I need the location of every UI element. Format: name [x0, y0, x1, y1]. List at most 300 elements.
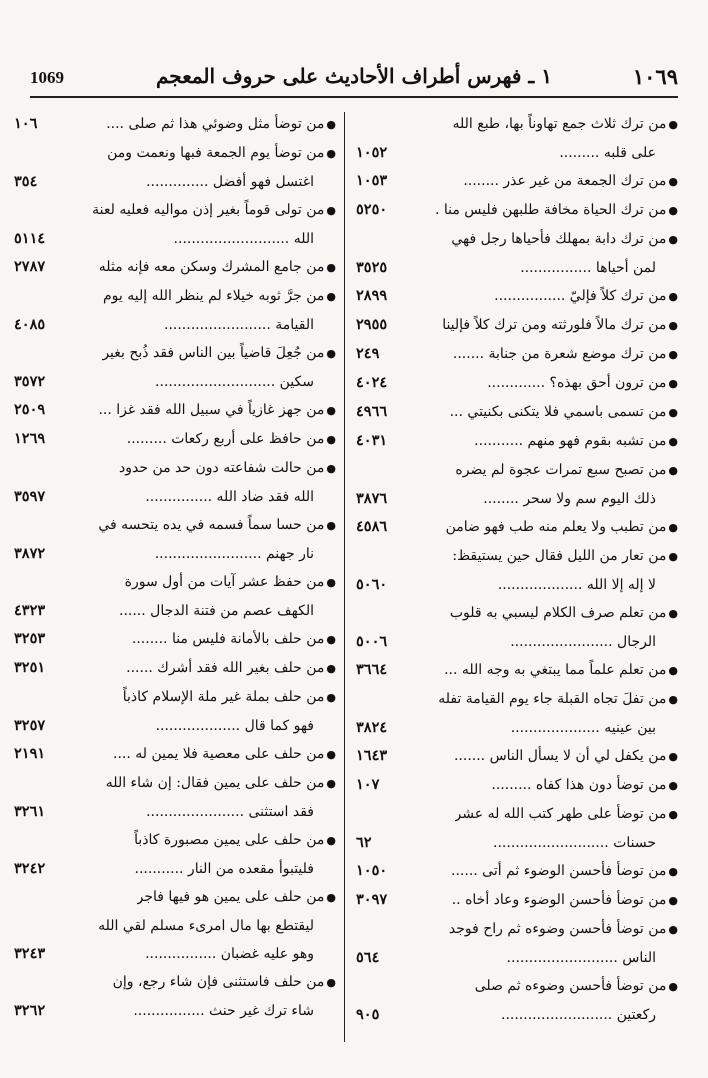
entry-text: [113, 740, 336, 769]
entry-text: [475, 972, 678, 1001]
hadith-number: ٣٢٤٢: [14, 860, 46, 877]
entry-line: [14, 798, 336, 826]
hadith-number: ٢٧٨٧: [14, 258, 46, 275]
page-number-latin: 1069: [30, 68, 64, 87]
bullet-icon: ●: [668, 118, 678, 131]
bullet-icon: ●: [668, 377, 678, 390]
index-entry: [356, 599, 678, 656]
entry-text: [98, 396, 336, 425]
hadith-number: ٣٥٤: [14, 173, 38, 190]
entry-text: [98, 511, 336, 540]
entry-line-text: من جرَّ ثوبه خيلاء لم ينظر الله إليه يوم: [103, 288, 325, 304]
entry-line-text: من تطبب ولا يعلم منه طب فهو ضامن: [445, 519, 667, 535]
index-entry: [356, 196, 678, 225]
bullet-icon: ●: [668, 550, 678, 563]
entry-line: [356, 972, 678, 1001]
entry-text: [125, 568, 336, 597]
entry-line-text: سكين ...........................: [155, 374, 314, 390]
bullet-icon: ●: [668, 464, 678, 477]
hadith-number: ٤٥٨٦: [356, 518, 388, 535]
bullet-icon: ●: [668, 894, 678, 907]
entry-line-text: من ترك دابة بمهلك فأحياها رجل فهي: [451, 231, 667, 247]
entry-line: [356, 139, 678, 167]
entry-line: [14, 425, 336, 454]
entry-text: [450, 599, 678, 628]
entry-line-text: من تشبه بقوم فهو منهم ...........: [474, 433, 667, 449]
entry-line: [356, 771, 678, 800]
entry-line: [14, 253, 336, 282]
bullet-icon: ●: [326, 404, 336, 417]
entry-text: [137, 883, 336, 912]
entry-text: [444, 656, 678, 685]
entry-line-text: من توضأ على طهر كتب الله له عشر: [454, 806, 667, 822]
hadith-number: ٣٢٤٣: [14, 945, 46, 962]
index-entry: [356, 225, 678, 282]
hadith-number: ١٠٦: [14, 115, 38, 132]
entry-text: [123, 683, 336, 712]
index-entry: [356, 311, 678, 340]
entry-line-text: من تعلم صرف الكلام ليسبي به قلوب: [449, 605, 667, 621]
bullet-icon: ●: [326, 633, 336, 646]
entry-line-text: من يكفل لي أن لا يسأل الناس .......: [453, 748, 667, 764]
index-entry: [356, 972, 678, 1029]
index-entry: [356, 398, 678, 427]
entry-text: [450, 398, 678, 427]
entry-text: [493, 829, 656, 857]
entry-text: [103, 282, 336, 311]
bullet-icon: ●: [326, 891, 336, 904]
bullet-icon: ●: [668, 923, 678, 936]
entry-line: [356, 944, 678, 972]
entry-line-text: من جُعِلَ قاضياً بين الناس فقد ذُبح بغير: [102, 345, 325, 361]
hadith-number: ١٦٤٣: [356, 747, 388, 764]
entry-line-text: من تعار من الليل فقال حين يستيقظ:: [452, 548, 667, 564]
entry-text: [455, 800, 678, 829]
entry-line-text: من جامع المشرك وسكن معه فإنه مثله: [98, 259, 325, 275]
entry-text: [491, 771, 678, 800]
entry-line-text: الناس .........................: [506, 950, 656, 966]
entry-line: [356, 485, 678, 513]
hadith-number: ١٠٥٠: [356, 862, 388, 879]
entry-text: [507, 944, 656, 972]
bullet-icon: ●: [668, 808, 678, 821]
index-entry: [14, 625, 336, 654]
entry-line: [14, 311, 336, 339]
entry-line-text: فقد استثنى ......................: [146, 804, 314, 820]
entry-line: [14, 196, 336, 225]
entry-text: [442, 311, 678, 340]
bullet-icon: ●: [326, 204, 336, 217]
entry-line-text: من حالت شفاعته دون حد من حدود: [119, 460, 325, 476]
hadith-number: ٣٢٥٣: [14, 630, 46, 647]
entry-line: [14, 511, 336, 540]
hadith-number: ٤٠٢٤: [356, 374, 388, 391]
entry-line-text: من ترك الحياة مخافة طلبهن فليس منا .: [434, 202, 667, 218]
entry-text: [474, 427, 678, 456]
entry-line: [356, 656, 678, 685]
entry-line: [14, 940, 336, 968]
index-entry: [14, 568, 336, 625]
index-entry: [14, 883, 336, 968]
bullet-icon: ●: [326, 347, 336, 360]
entry-text: [145, 940, 314, 968]
index-entry: [14, 425, 336, 454]
hadith-number: ٤٠٣١: [356, 432, 388, 449]
hadith-number: ٣٠٩٧: [356, 891, 388, 908]
entry-line-text: فهو كما قال ...................: [155, 718, 314, 734]
entry-text: [135, 855, 314, 883]
entry-text: [145, 483, 314, 511]
entry-line: [356, 282, 678, 311]
entry-line: [14, 483, 336, 511]
hadith-number: ٢٤٩: [356, 345, 380, 362]
entry-text: [98, 912, 314, 940]
entry-line-text: من تفلَ تجاه القبلة جاء يوم القيامة تفله: [438, 691, 667, 707]
entry-text: [106, 769, 336, 798]
index-entry: [356, 369, 678, 398]
entry-line: [14, 625, 336, 654]
entry-text: [99, 253, 336, 282]
entry-line: [356, 254, 678, 282]
entry-line-text: من توضأ دون هذا كفاه .........: [491, 777, 667, 793]
entry-line: [356, 685, 678, 714]
entry-text: [452, 542, 678, 571]
hadith-number: ٥٢٥٠: [356, 201, 388, 218]
entry-line-text: الكهف عصم من فتنة الدجال ......: [119, 603, 314, 619]
bullet-icon: ●: [326, 147, 336, 160]
bullet-icon: ●: [668, 980, 678, 993]
index-entry: [14, 196, 336, 253]
hadith-number: ٣٢٥١: [14, 659, 46, 676]
entry-line: [356, 427, 678, 456]
bullet-icon: ●: [326, 118, 336, 131]
entry-line: [14, 110, 336, 139]
entry-line-text: من حفظ عشر آيات من أول سورة: [124, 574, 325, 590]
index-entry: [356, 282, 678, 311]
hadith-number: ٣٦٦٤: [356, 661, 388, 678]
entry-line: [356, 857, 678, 886]
entry-line-text: من حلف على يمين هو فيها فاجر: [136, 889, 325, 905]
entry-text: [113, 968, 336, 997]
entry-text: [511, 714, 656, 742]
entry-line: [356, 829, 678, 857]
entry-line: [14, 912, 336, 940]
entry-line: [14, 997, 336, 1025]
page-header: [30, 62, 678, 98]
entry-line: [356, 599, 678, 628]
entry-line-text: لمن أحياها ................: [520, 260, 656, 276]
bullet-icon: ●: [668, 779, 678, 792]
entry-line-text: نار جهنم ........................: [154, 546, 314, 562]
index-entry: [14, 654, 336, 683]
hadith-number: ٣٢٦١: [14, 803, 46, 820]
index-entry: [14, 740, 336, 769]
bullet-icon: ●: [668, 204, 678, 217]
bullet-icon: ●: [668, 664, 678, 677]
entry-line-text: اغتسل فهو أفضل ..............: [146, 174, 314, 190]
entry-line: [14, 826, 336, 855]
entry-line: [356, 225, 678, 254]
hadith-number: ٢١٩١: [14, 745, 46, 762]
entry-line: [356, 196, 678, 225]
entry-text: [106, 110, 336, 139]
entry-line: [14, 883, 336, 912]
entry-line-text: الله ..........................: [173, 231, 314, 247]
hadith-number: ٣٢٥٧: [14, 717, 46, 734]
hadith-number: ٤٣٢٣: [14, 602, 46, 619]
index-entry: [14, 769, 336, 826]
entry-line-text: وهو عليه غضبان ................: [145, 946, 314, 962]
entry-text: [446, 513, 678, 542]
index-entry: [356, 685, 678, 742]
entry-line-text: ركعتين .........................: [501, 1007, 656, 1023]
column-divider: [344, 112, 345, 1042]
entry-line-text: من تصبح سبع تمرات عجوة لم يضره: [455, 462, 667, 478]
bullet-icon: ●: [326, 777, 336, 790]
entry-line: [356, 369, 678, 398]
entry-line: [14, 740, 336, 769]
entry-text: [510, 628, 656, 656]
entry-line: [14, 568, 336, 597]
bullet-icon: ●: [668, 175, 678, 188]
index-entry: [14, 110, 336, 139]
bullet-icon: ●: [326, 576, 336, 589]
entry-text: [92, 196, 336, 225]
entry-text: [494, 282, 678, 311]
hadith-number: ٥٠٦٠: [356, 576, 388, 593]
bullet-icon: ●: [668, 607, 678, 620]
index-entry: [356, 542, 678, 599]
entry-line: [356, 456, 678, 485]
entry-text: [119, 597, 314, 625]
index-entry: [356, 513, 678, 542]
index-entry: [356, 886, 678, 915]
index-column-left: [14, 110, 336, 1025]
entry-line: [14, 339, 336, 368]
entry-text: [155, 368, 314, 396]
entry-line: [14, 396, 336, 425]
bullet-icon: ●: [668, 319, 678, 332]
entry-line-text: من حلف بالأمانة فليس منا ........: [131, 631, 325, 647]
index-entry: [14, 968, 336, 1025]
bullet-icon: ●: [326, 462, 336, 475]
entry-line: [14, 225, 336, 253]
entry-line: [14, 540, 336, 568]
bullet-icon: ●: [668, 406, 678, 419]
entry-line-text: من تعلم علماً مما يبتغي به وجه الله ...: [444, 662, 667, 678]
entry-line: [356, 628, 678, 656]
entry-line-text: من حلف على معصية فلا يمين له ....: [113, 746, 325, 762]
entry-line-text: من حلف على يمين مصبورة كاذباً: [134, 832, 325, 848]
entry-line-text: من توضأ مثل وضوئي هذا ثم صلى ....: [106, 116, 325, 132]
entry-text: [452, 886, 678, 915]
entry-line-text: من ترك كلاً فإليّ ................: [494, 288, 667, 304]
index-entry: [14, 396, 336, 425]
entry-text: [454, 742, 678, 771]
entry-line-text: حسنات ..........................: [493, 835, 656, 851]
hadith-number: ٣٥٩٧: [14, 488, 46, 505]
index-entry: [356, 656, 678, 685]
entry-text: [463, 167, 678, 196]
index-entry: [356, 167, 678, 196]
hadith-number: ٢٨٩٩: [356, 287, 388, 304]
hadith-number: ١٠٥٢: [356, 144, 388, 161]
entry-line: [356, 542, 678, 571]
index-entry: [356, 857, 678, 886]
entry-line-text: من توضأ فأحسن الوضوء ثم أتى ......: [451, 863, 667, 879]
bullet-icon: ●: [668, 435, 678, 448]
entry-text: [127, 425, 336, 454]
hadith-number: ٥١١٤: [14, 230, 46, 247]
hadith-number: ٩٠٥: [356, 1006, 380, 1023]
entry-text: [119, 454, 336, 483]
bullet-icon: ●: [326, 976, 336, 989]
entry-line-text: من حافظ على أربع ركعات .........: [126, 431, 325, 447]
entry-line-text: من تولى قوماً بغير إذن مواليه فعليه لعنة: [92, 202, 325, 218]
entry-line: [14, 654, 336, 683]
bullet-icon: ●: [326, 433, 336, 446]
entry-line-text: من توضأ يوم الجمعة فبها ونعمت ومن: [107, 145, 325, 161]
entry-line-text: من توضأ فأحسن الوضوء وعاد أخاه ..: [451, 892, 667, 908]
entry-text: [146, 798, 314, 826]
entry-line-text: بين عينيه ....................: [510, 720, 656, 736]
hadith-number: ٤٩٦٦: [356, 403, 388, 420]
entry-line: [356, 742, 678, 771]
hadith-number: ٥٦٤: [356, 949, 380, 966]
index-entry: [356, 110, 678, 167]
entry-line-text: من ترك ثلاث جمع تهاوناً بها، طبع الله: [452, 116, 667, 132]
hadith-number: ٣٨٧٦: [356, 490, 388, 507]
entry-line: [356, 800, 678, 829]
entry-line-text: من توضأ فأحسن وضوءه ثم راح فوجد: [448, 921, 667, 937]
index-entry: [14, 826, 336, 883]
index-entry: [356, 771, 678, 800]
entry-text: [107, 139, 336, 168]
entry-line-text: القيامة ........................: [164, 317, 314, 333]
entry-text: [501, 1001, 656, 1029]
hadith-number: ١٢٦٩: [14, 430, 46, 447]
entry-text: [126, 654, 336, 683]
entry-text: [559, 139, 656, 167]
entry-line-text: من توضأ فأحسن وضوءه ثم صلى: [474, 978, 667, 994]
index-entry: [14, 253, 336, 282]
index-entry: [356, 915, 678, 972]
entry-line: [356, 167, 678, 196]
entry-line-text: من ترك مالاً فلورثته ومن ترك كلاً فإلينا: [442, 317, 667, 333]
entry-text: [174, 225, 314, 253]
bullet-icon: ●: [326, 261, 336, 274]
entry-line-text: ذلك اليوم سم ولا سحر ........: [483, 491, 656, 507]
bullet-icon: ●: [668, 233, 678, 246]
index-entry: [356, 427, 678, 456]
entry-line: [356, 513, 678, 542]
entry-text: [498, 571, 656, 599]
entry-line: [14, 683, 336, 712]
entry-line-text: من تسمى باسمي فلا يتكنى بكنيتي ...: [449, 404, 667, 420]
entry-text: [451, 857, 678, 886]
bullet-icon: ●: [668, 521, 678, 534]
entry-line: [356, 571, 678, 599]
hadith-number: ٢٩٥٥: [356, 316, 388, 333]
bullet-icon: ●: [668, 348, 678, 361]
entry-text: [438, 685, 678, 714]
entry-line: [356, 915, 678, 944]
entry-line: [14, 968, 336, 997]
entry-line-text: من ترك موضع شعرة من جنابة .......: [452, 346, 667, 362]
index-entry: [14, 282, 336, 339]
bullet-icon: ●: [668, 290, 678, 303]
entry-line-text: من حسا سماً فسمه في يده يتحسه في: [98, 517, 325, 533]
hadith-number: ٥٠٠٦: [356, 633, 388, 650]
hadith-number: ٢٥٠٩: [14, 401, 46, 418]
entry-text: [133, 997, 314, 1025]
bullet-icon: ●: [668, 693, 678, 706]
index-entry: [14, 683, 336, 740]
entry-text: [483, 485, 656, 513]
index-entry: [14, 139, 336, 196]
entry-line: [14, 769, 336, 798]
entry-text: [487, 369, 678, 398]
entry-line: [356, 398, 678, 427]
entry-line-text: من جهز غازياً في سبيل الله فقد غزا ...: [98, 402, 325, 418]
entry-text: [102, 339, 336, 368]
hadith-number: ١٠٧: [356, 776, 380, 793]
entry-line-text: من حلف على يمين فقال: إن شاء الله: [105, 775, 325, 791]
entry-line: [14, 139, 336, 168]
index-column-right: [356, 110, 678, 1029]
entry-text: [451, 225, 678, 254]
entry-line-text: لا إله إلا الله ...................: [497, 577, 656, 593]
hadith-number: ٤٠٨٥: [14, 316, 46, 333]
entry-line-text: من حلف فاستثنى فإن شاء رجع، وإن: [112, 974, 325, 990]
index-entry: [356, 742, 678, 771]
entry-line: [356, 886, 678, 915]
bullet-icon: ●: [326, 748, 336, 761]
index-entry: [356, 340, 678, 369]
hadith-number: ٣٨٧٢: [14, 545, 46, 562]
entry-text: [132, 625, 336, 654]
entry-text: [453, 110, 679, 139]
entry-line: [356, 340, 678, 369]
entry-text: [146, 168, 314, 196]
entry-text: [134, 826, 336, 855]
entry-text: [435, 196, 678, 225]
entry-line: [14, 855, 336, 883]
entry-line: [356, 110, 678, 139]
entry-line-text: شاء ترك غير حنث ................: [133, 1003, 314, 1019]
hadith-number: ٦٢: [356, 834, 372, 851]
hadith-number: ٣٥٢٥: [356, 259, 388, 276]
bullet-icon: ●: [326, 834, 336, 847]
bullet-icon: ●: [668, 750, 678, 763]
index-entry: [14, 511, 336, 568]
entry-text: [520, 254, 656, 282]
index-entry: [356, 456, 678, 513]
entry-text: [449, 915, 678, 944]
entry-text: [455, 456, 678, 485]
entry-line: [14, 712, 336, 740]
hadith-number: ٣٢٦٢: [14, 1002, 46, 1019]
hadith-number: ٣٥٧٢: [14, 373, 46, 390]
entry-line: [14, 454, 336, 483]
hadith-number: ١٠٥٣: [356, 172, 388, 189]
entry-line-text: الله فقد ضاد الله ...............: [145, 489, 314, 505]
entry-line-text: ليقتطع بها مال امرىء مسلم لقي الله: [98, 918, 314, 934]
entry-line: [356, 714, 678, 742]
entry-line: [14, 282, 336, 311]
entry-line-text: من حلف بغير الله فقد أشرك ......: [126, 660, 325, 676]
entry-line-text: من ترون أحق بهذه؟ .............: [487, 375, 667, 391]
